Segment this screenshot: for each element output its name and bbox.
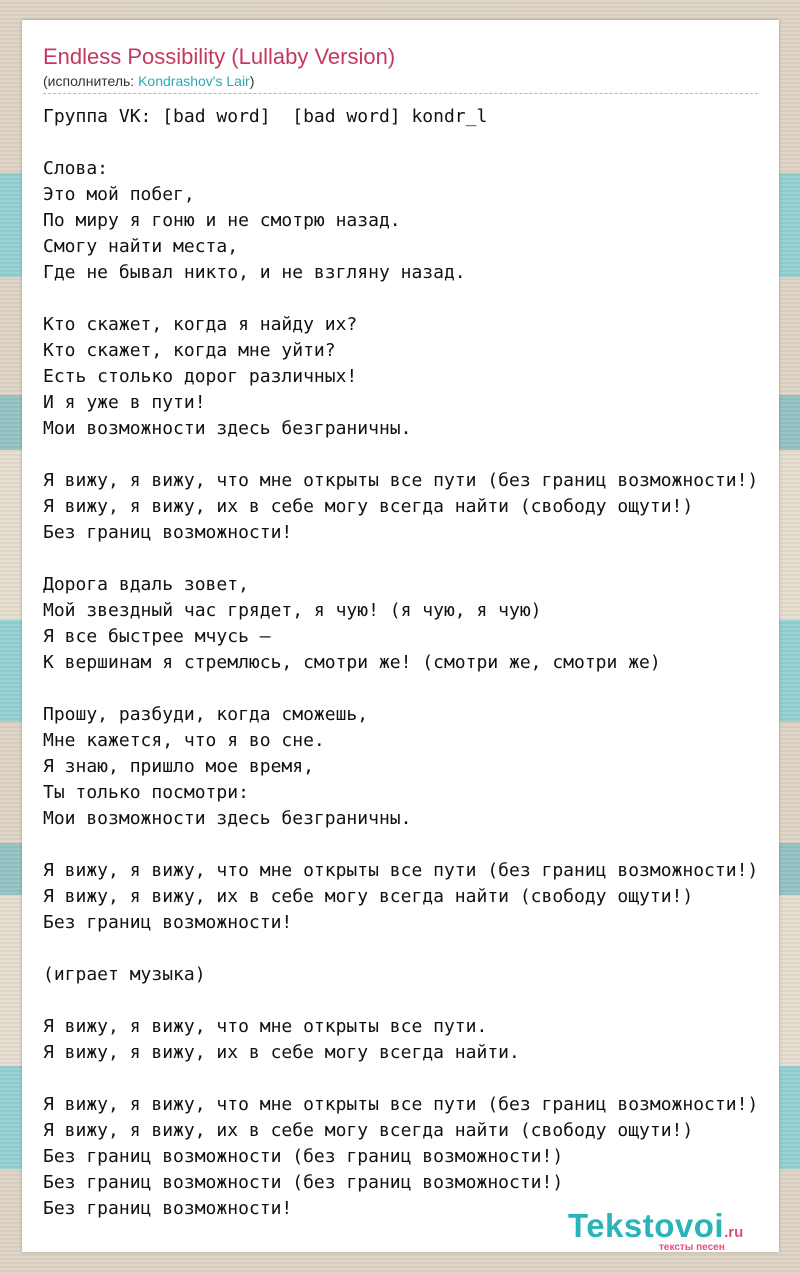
logo-tagline: тексты песен [659, 1242, 725, 1253]
artist-suffix: ) [249, 73, 255, 89]
title-divider [43, 93, 758, 94]
logo-main-text: Tekstovoi [568, 1207, 725, 1244]
lyrics-text: Группа VK: [bad word] [bad word] kondr_l Слова: Это мой побег, По миру я гоню и не смотрю назад. Смогу найти места, Где не бывал никто, и не взгляну назад. Кто скажет, когда я найду их? Кто скажет, когда мне уйти? Есть столько дорог различных! И я уже в пути! Мои возможности здесь безграничны. Я вижу, я вижу, что мне открыты все пути (без границ возможности!) Я вижу, я вижу, их в себе могу всегда найти (свободу ощути!) Без границ возможности! Дорога вдаль зовет, Мой звездный час грядет, я чую! (я чую, я чую) Я все быстрее мчусь – К вершинам я стремлюсь, смотри же! (смотри же, смотри же) Прошу, разбуди, когда сможешь, Мне кажется, что я во сне. Я знаю, пришло мое время, Ты только посмотри: Мои возможности здесь безграничны. Я вижу, я вижу, что мне открыты все пути (без границ возможности!) Я вижу, я вижу, их в себе могу всегда найти (свободу ощути!) Без границ возможности! (играет музыка) Я вижу, я вижу, что мне открыты все пути. Я вижу, я вижу, их в себе могу всегда найти. Я вижу, я вижу, что мне открыты все пути (без границ возможности!) Я вижу, я вижу, их в себе могу всегда найти (свободу ощути!) Без границ возможности (без границ возможности!) Без границ возможности (без границ возможности!) Без границ возможности! [43, 106, 759, 1219]
lyrics-card [22, 20, 779, 1252]
artist-prefix: (исполнитель: [43, 73, 139, 89]
artist-link[interactable]: Kondrashov's Lair [138, 73, 250, 89]
site-logo[interactable] [568, 1208, 778, 1252]
logo-tld: .ru [724, 1224, 744, 1241]
artist-line [43, 73, 254, 89]
song-title: Endless Possibility (Lullaby Version) [43, 44, 396, 69]
